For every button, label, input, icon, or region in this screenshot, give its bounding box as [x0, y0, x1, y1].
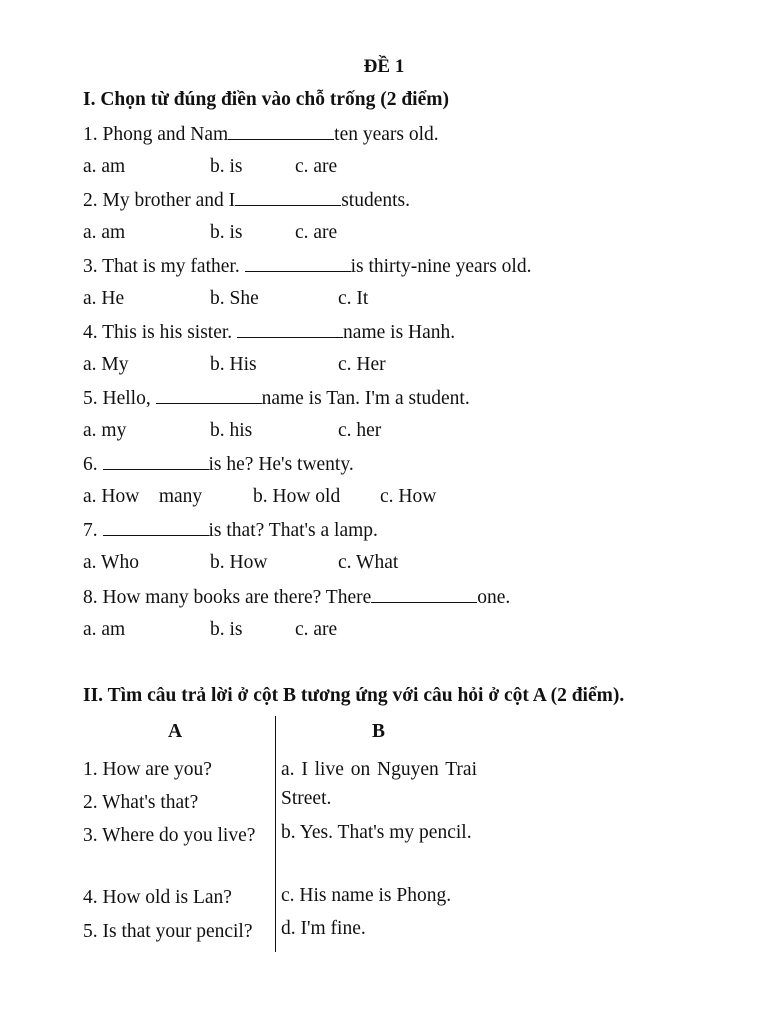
option-a: a. am — [83, 619, 126, 640]
section-2-heading: II. Tìm câu trả lời ở cột B tương ứng với câu hỏi ở cột A (2 điểm). — [83, 685, 625, 706]
option-a: a. Who — [83, 552, 139, 573]
answer-blank — [235, 188, 341, 206]
option-c: c. her — [338, 420, 382, 441]
column-b-header: B — [372, 721, 386, 742]
option-b: b. His — [210, 354, 257, 375]
page-title: ĐỀ 1 — [363, 56, 405, 77]
answer-blank — [103, 452, 209, 470]
option-a: a. How many — [83, 486, 203, 507]
answer-blank — [103, 518, 209, 536]
answer-blank — [371, 585, 477, 603]
option-c: c. It — [338, 288, 369, 309]
column-a-item-3: 3. Where do you live? — [83, 825, 256, 846]
option-c: c. Her — [338, 354, 386, 375]
question-1: 1. Phong and Nam ten years old. — [83, 124, 439, 145]
column-a-header: A — [168, 721, 183, 742]
answer-blank — [156, 386, 262, 404]
column-b-item-a: a. I live on Nguyen Trai Street. — [281, 759, 477, 809]
option-b: b. is — [210, 156, 243, 177]
column-b-item-c: c. His name is Phong. — [281, 885, 452, 906]
option-c: c. are — [295, 619, 338, 640]
question-8: 8. How many books are there? There one. — [83, 587, 511, 608]
question-4: 4. This is his sister. name is Hanh. — [83, 322, 456, 343]
column-b-item-d: d. I'm fine. — [281, 918, 366, 939]
option-b: b. She — [210, 288, 259, 309]
column-a-item-2: 2. What's that? — [83, 792, 199, 813]
question-3: 3. That is my father. is thirty-nine years old. — [83, 256, 532, 277]
option-c: c. What — [338, 552, 399, 573]
question-7: 7. is that? That's a lamp. — [83, 520, 378, 541]
column-a-item-5: 5. Is that your pencil? — [83, 921, 253, 942]
option-a: a. am — [83, 156, 126, 177]
option-b: b. How — [210, 552, 268, 573]
option-a: a. My — [83, 354, 129, 375]
option-b: b. is — [210, 222, 243, 243]
option-a: a. my — [83, 420, 127, 441]
column-divider — [275, 716, 276, 952]
option-b: b. his — [210, 420, 253, 441]
column-b-item-b: b. Yes. That's my pencil. — [281, 822, 472, 843]
option-c: c. are — [295, 222, 338, 243]
question-2: 2. My brother and I students. — [83, 190, 410, 211]
option-a: a. am — [83, 222, 126, 243]
option-b: b. is — [210, 619, 243, 640]
question-6: 6. is he? He's twenty. — [83, 454, 354, 475]
question-5: 5. Hello, name is Tan. I'm a student. — [83, 388, 470, 409]
answer-blank — [228, 122, 334, 140]
option-c: c. How — [380, 486, 437, 507]
answer-blank — [237, 320, 343, 338]
column-a-item-4: 4. How old is Lan? — [83, 887, 232, 908]
option-b: b. How old — [253, 486, 341, 507]
option-a: a. He — [83, 288, 125, 309]
column-a-item-1: 1. How are you? — [83, 759, 212, 780]
option-c: c. are — [295, 156, 338, 177]
answer-blank — [245, 254, 351, 272]
section-1-heading: I. Chọn từ đúng điền vào chỗ trống (2 điểm) — [83, 89, 449, 110]
